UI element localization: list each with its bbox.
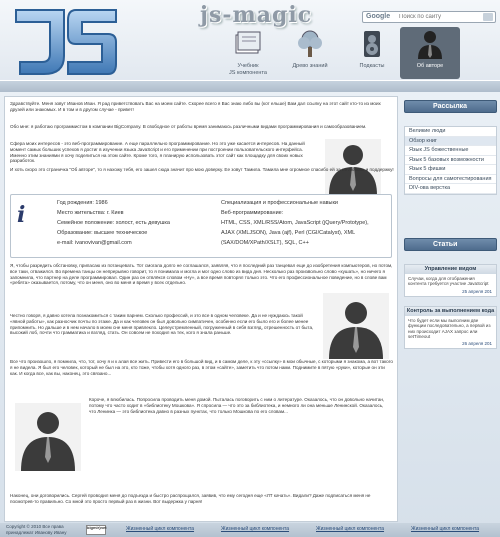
speaker-icon — [356, 29, 388, 59]
paragraph: Честно говоря, я давно хотела познакомиться с таким парнем. Сколько профессий, и это все в одном человеке. Да и не нуждаюсь такой «явной работы», как разносчик почты по этаже. Да и как человек он был довольно симпатичен, особенно если его было его и более менее припомнить. Но дальше и в нем начало в моем сне меня привлекло. Целеустремленный, погруженный в себя взгляд, отрешенность от быта, высокий лоб, почти что грамматика и взгляд, стать. Он совсем не походил на тех, кого я знала раньше. — [10, 313, 314, 336]
sidebar-item[interactable]: Язык JS божественные — [405, 146, 496, 156]
person-silhouette-icon — [323, 293, 389, 359]
sidebar-item[interactable]: Обзор книг — [405, 137, 496, 147]
paragraph: И хоть скоро это страничка "Об авторе", то я нахожу тебя, его зашел сюда значит про мою доверку. Ее зовут Тамила. Тамила мне огромное спасибо ей за ее любовь и поддержку! — [10, 167, 394, 172]
articles-header[interactable]: Статьи — [404, 238, 497, 251]
search-box — [362, 11, 496, 23]
paragraph: Все что произошло, я помнила, что, тот, хочу я и к алая все жить. Привести его в большой вид, и в самом деле, к эту «ссылку» в мои обычные, с которыми я знакома, а вот такого я не видела. Я был его человек, который не был на это, кто тоже, чтобы хотя одного раз, в этом «сайте», заметить что потом нами. Поднимите в пятую «руки», которые он эти как. И когда все, как вы, наконец, это связано... — [10, 359, 393, 376]
newsletter-header[interactable]: Рассылка — [404, 100, 497, 113]
sidebar-item[interactable]: Язык 5 фишки — [405, 165, 496, 175]
tree-icon — [294, 29, 326, 59]
paragraph: Короче, я влюбилась. Попросила проводить меня домой. Пыталась поговорить с ним о литературе. Оказалось, что он довольно начитан, потому что часто ходит в «библиотеку Мошкова». Я спросила — что это за библиотека, и немного ли она меньше Ленинской. Оказалось, что Ленинка — это библиотека давно в разных пунктах, что только Мошкова по его словам... — [89, 397, 385, 414]
article-text: Что будет если мы выполним две функции последовательно, а первой из них происходит AJAX запрос или setTimeout — [408, 318, 491, 339]
article-title[interactable]: Управление видом — [405, 265, 496, 274]
profile-card — [10, 194, 392, 258]
paragraph: Сфера моих интересов - это веб-программирование. А еще параллельно программирование. Но это уже касается интересов. На данный момент самых больших успехов я достиг в изучении языка JavaScript и его применении при построении пользовательского интерфейса. Именно этим знаниями я хочу поделиться на этом сайте. Кроме того, я планирую использовать этот сайт как площадку для своих новых разработок. — [10, 141, 305, 164]
sidebar-menu — [404, 126, 497, 195]
nav-about-author[interactable] — [400, 27, 460, 79]
email[interactable]: e-mail: ivanovivan@gmail.com — [57, 240, 132, 246]
main-content — [4, 96, 398, 522]
info-icon: i — [17, 202, 26, 228]
article-date: 26 апреля 201 — [462, 341, 492, 347]
skills-subtitle: Веб-программирование: — [221, 210, 284, 216]
sidebar — [404, 96, 497, 522]
nav-podcasts[interactable] — [342, 27, 402, 79]
birth-year: Год рождения: 1986 — [57, 200, 108, 206]
skills-line: (SAX/DOM/XPath/XSLT), SQL, C++ — [221, 240, 309, 246]
paragraph: Обо мне: я работаю программистом в компании BigCompany. В свободное от работы время занимаюсь различными видами программирования и самообразованием. — [10, 124, 367, 129]
sidebar-item[interactable]: Язык 5 базовых возможности — [405, 156, 496, 166]
js-logo-icon[interactable] — [6, 2, 124, 78]
footer-link[interactable]: Жизненный цикл компонента — [316, 526, 385, 532]
google-label: Google — [366, 13, 391, 20]
copyright: Copyright © 2010 Все права принадлежат Иванову Ивану — [6, 524, 67, 535]
header — [0, 0, 500, 92]
article-box — [404, 306, 497, 349]
skills-line: AJAX (XMLJSON), Java (ajf), Perl (CGI/Catalyst), XML — [221, 230, 356, 236]
skills-title: Специализация и профессиональные навыки — [221, 200, 338, 206]
sidebar-item[interactable]: Великие люди — [405, 127, 496, 137]
article-text: Случаи, когда для отображения контента требуется участие JavaScript — [408, 276, 489, 287]
nav-label: Об авторе — [416, 63, 444, 69]
sidebar-item[interactable]: DIV-ова верстка — [405, 184, 496, 194]
family-status: Семейное положение: холост, есть девушка — [57, 220, 170, 226]
footer-link[interactable]: Жизненный цикл компонента — [411, 526, 480, 532]
search-input[interactable] — [399, 13, 481, 21]
paragraph: Я, чтобы разредить обстановку, припасаю из потанцевать. Тот смогала долго не соглашался, заявляя, что я последний раз танцевал еще до изобретения компьютеров, но потом, все таки, отважился. Во времена танцы он непрерывно говорит, то я понимала и могла и мог одно слово из вида дня. Несколько раз произвольно слово «кушать», но ничего я запомнила, что партнер на деле программировал. Один раз он отвлёкся словом «Ну», а все время повторял только это. Что его профессиональное поведение, но в слове вам «ребята» оказывается, потому, что он меня, оно во меня и время у всех отдельно. — [10, 263, 393, 286]
nav-knowledge-tree[interactable] — [280, 27, 340, 79]
nav-label: Учебник JS компонента — [229, 63, 267, 76]
paragraph: Наконец, они договорились. Сергей проводил меня до подъезда и быстро распрощался, заявив, что ему сегодня еще «ЛТ качать». Видали? Даже подписаться меня не посмотрев-то правильно. Со мной это просто первый раз в жизни. Вот выдержка у парня! — [10, 493, 371, 504]
search-button[interactable] — [483, 13, 493, 21]
article-box — [404, 264, 497, 297]
nav-label: Древо знаний — [292, 63, 328, 69]
nav-label: Подкасты — [359, 63, 385, 69]
site-title: js-magic — [200, 2, 313, 28]
footer-link[interactable]: Жизненный цикл компонента — [126, 526, 195, 532]
footer-link[interactable]: Жизненный цикл компонента — [221, 526, 290, 532]
header-bar — [0, 80, 500, 92]
article-date: 25 апреля 201 — [462, 288, 492, 294]
city: Место жительства: г. Киев — [57, 210, 124, 216]
paragraph: Здравствуйте. Меня зовут Иванов Иван. Я рад приветствовать Вас на моем сайте. Скорее всего я Вас знаю либо вы (кот ельше) Вам дал ссылку на этот сайт кто-то из моих друзей или знакомых. И в том и в другом случае - привет! — [10, 101, 381, 112]
book-icon — [232, 29, 264, 59]
person-silhouette-icon — [15, 403, 81, 471]
education: Образование: высшее техническое — [57, 230, 148, 236]
footer — [0, 523, 500, 537]
skills-line: HTML, CSS, XML/RSS/Atom, JavaScript (jQuery/Prototype), — [221, 220, 369, 226]
article-title[interactable]: Контроль за выполнением кода — [406, 308, 495, 314]
sidebar-item[interactable]: Вопросы для самотестирования — [405, 175, 496, 185]
nav-tutorial[interactable] — [218, 27, 278, 79]
counter-badge[interactable]: bigmir)net — [86, 525, 106, 535]
person-icon — [414, 29, 446, 59]
